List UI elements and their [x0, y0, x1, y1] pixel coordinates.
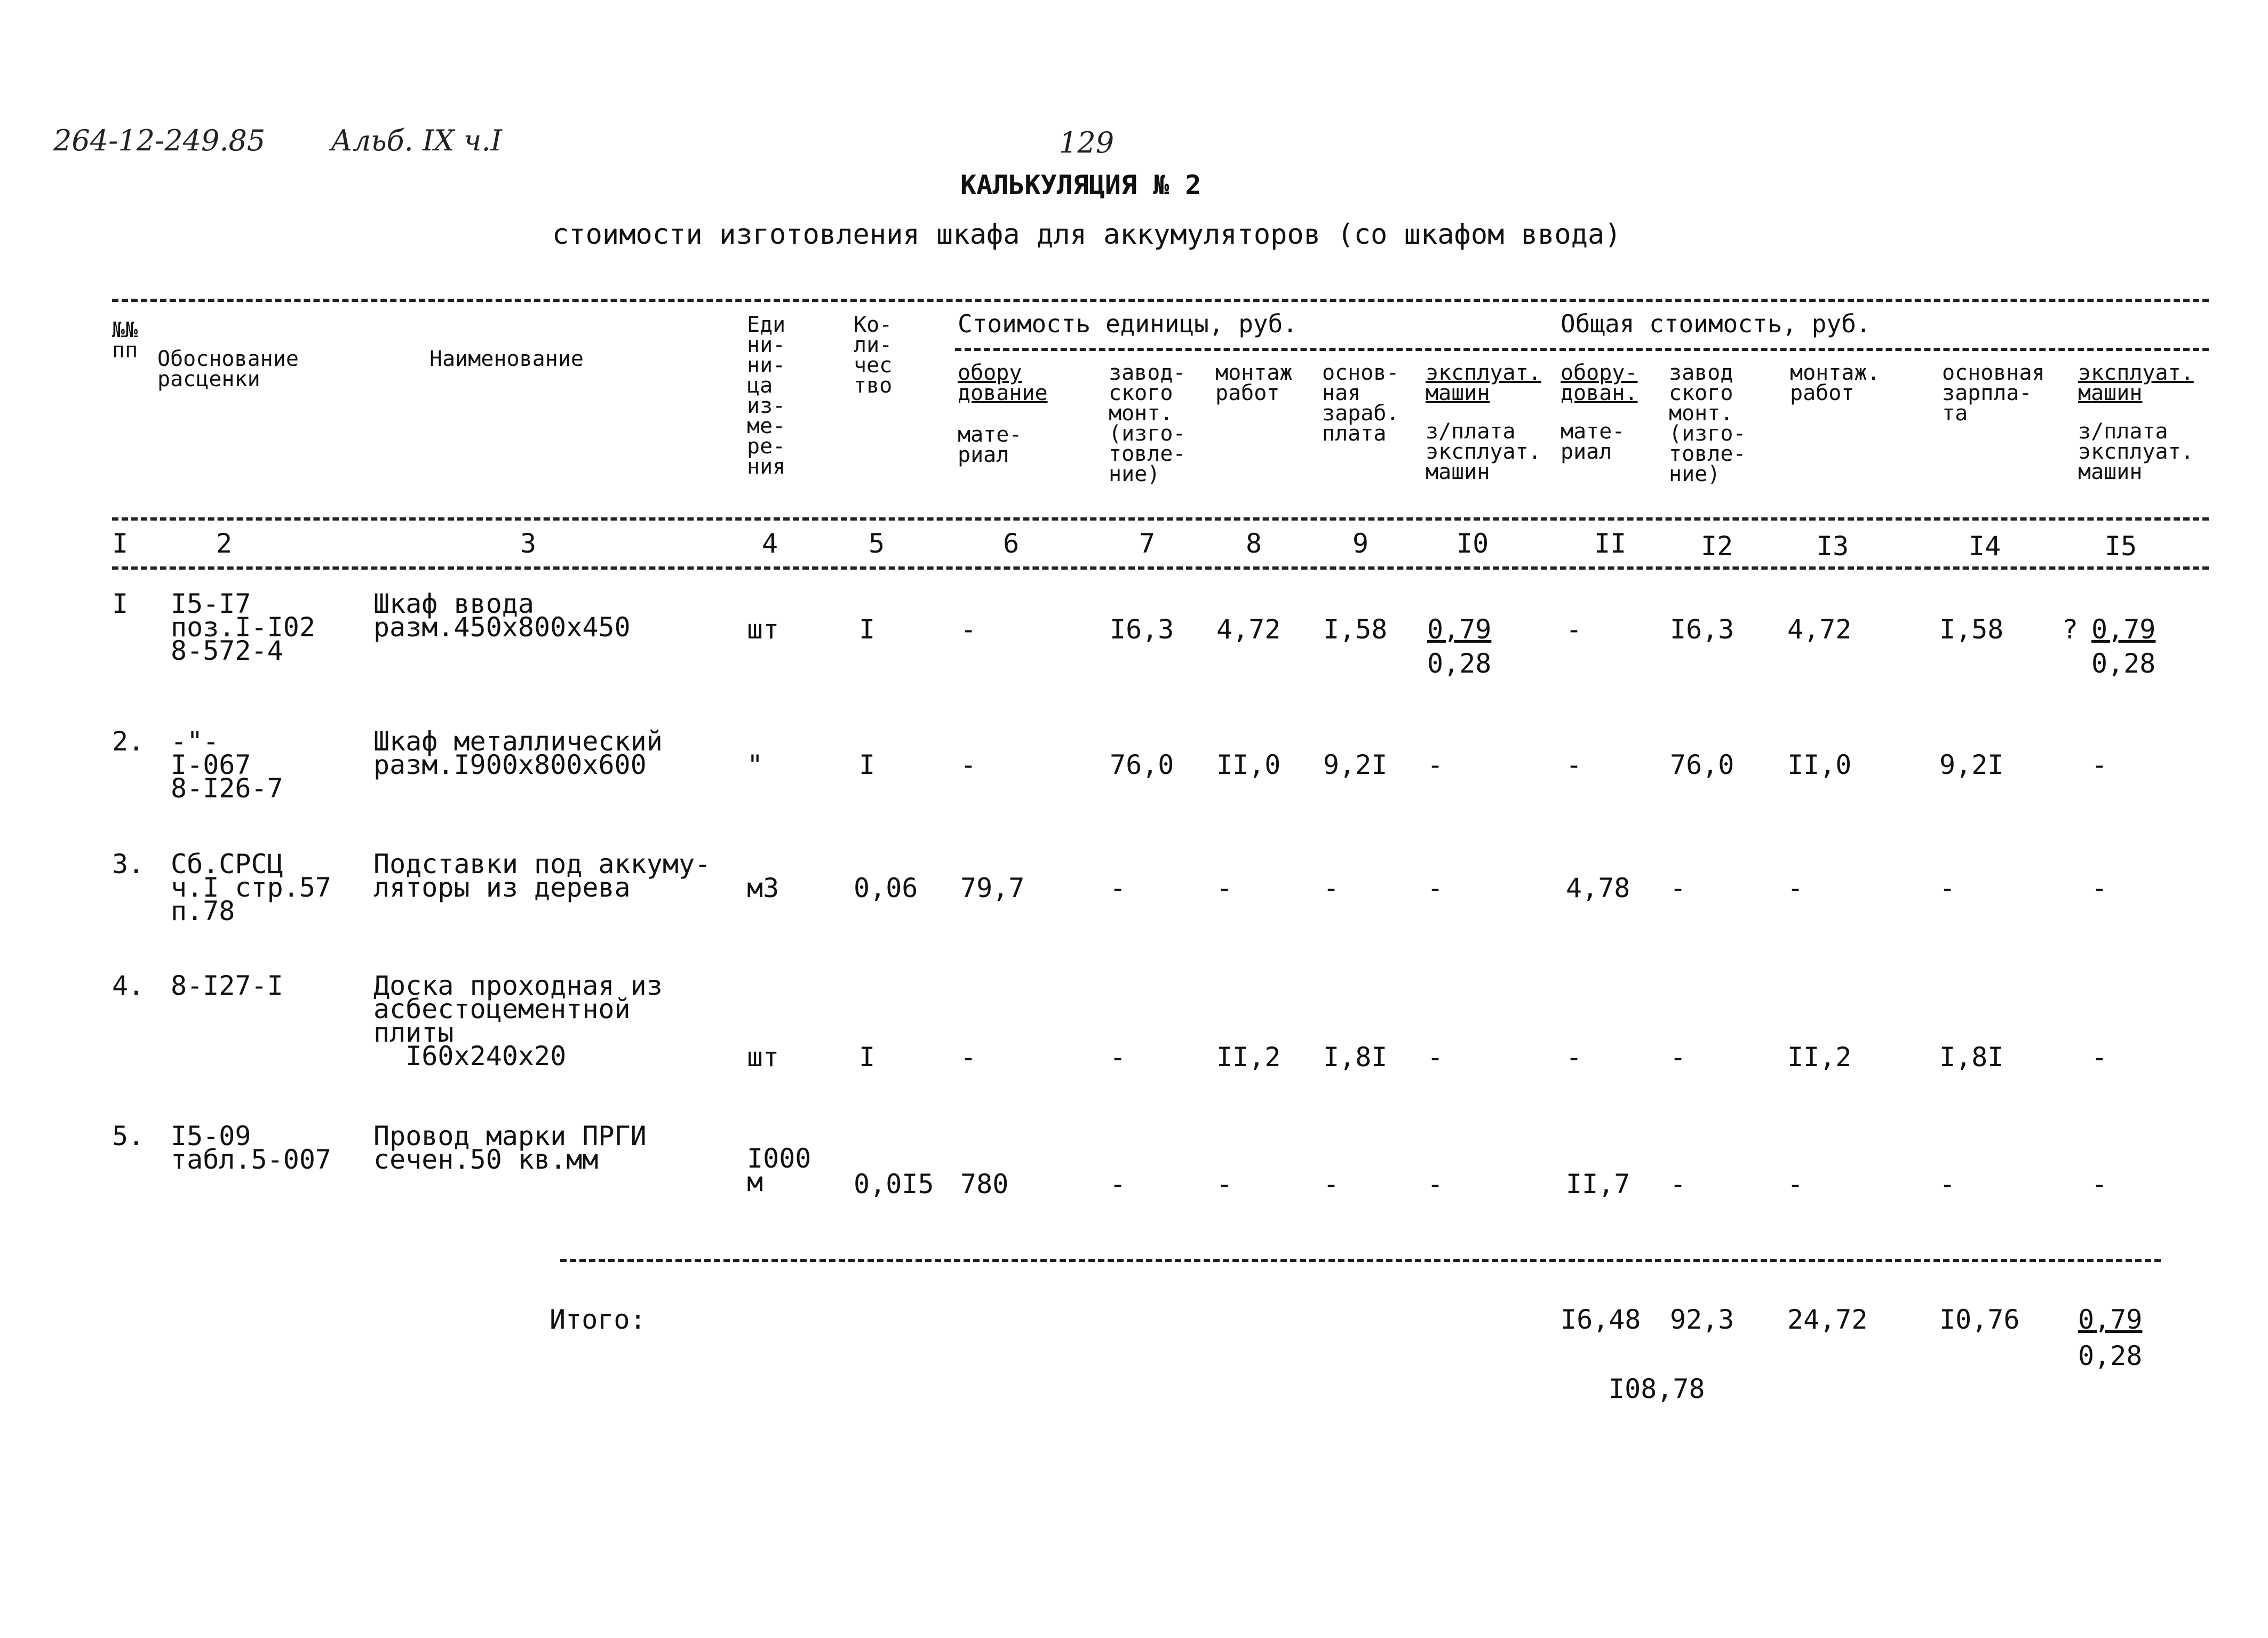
header-quantity: Ко- ли- чес тво [854, 313, 893, 398]
row-c12: - [1670, 873, 1686, 904]
row-c14: I,58 [1939, 614, 2004, 645]
row-c8: - [1216, 1169, 1233, 1200]
column-number: I2 [1701, 531, 1733, 562]
row-c11: 4,78 [1566, 873, 1630, 904]
totals-c13: 24,72 [1787, 1304, 1868, 1335]
row-c10: - [1427, 1042, 1444, 1073]
row-quantity: I [859, 614, 876, 645]
row-quantity: I [859, 1042, 876, 1073]
row-c14: I,8I [1939, 1042, 2004, 1073]
header-c7: завод- ского монт. (изго- товле- ние) [1109, 361, 1186, 486]
row-c10: 0,79 [1427, 614, 1492, 645]
row-c7: 76,0 [1110, 749, 1174, 780]
row-c15-mark: ? [2062, 614, 2079, 645]
header-c10-machines: эксплуат. машин [1426, 361, 1541, 405]
row-c15: - [2091, 873, 2108, 904]
column-number: 7 [1139, 528, 1156, 559]
totals-c15: 0,79 [2078, 1304, 2143, 1335]
row-c7: I6,3 [1110, 614, 1174, 645]
totals-c11: I6,48 [1561, 1304, 1641, 1335]
header-total-cost-group: Общая стоимость, руб. [1561, 309, 1871, 338]
header-c13: монтаж. работ [1790, 361, 1880, 405]
header-c11-equipment: обору- дован. [1561, 361, 1638, 405]
totals-c15-sub: 0,28 [2078, 1340, 2143, 1371]
row-unit: шт [747, 1042, 779, 1073]
row-c12: - [1670, 1169, 1686, 1200]
row-basis: -"- I-067 8-I26-7 [171, 726, 283, 804]
header-bottom-rule [112, 517, 2209, 521]
header-unit: Еди ни- ни- ца из- ме- ре- ния [747, 313, 786, 479]
row-c10: - [1427, 1169, 1444, 1200]
row-name: Провод марки ПРГИ сечен.50 кв.мм [373, 1121, 647, 1175]
row-name: Шкаф ввода разм.450x800x450 [373, 588, 631, 643]
row-unit: шт [747, 614, 779, 645]
header-c9: основ- ная зараб. плата [1322, 361, 1399, 446]
column-number: 4 [762, 528, 778, 559]
document-title: КАЛЬКУЛЯЦИЯ № 2 [960, 170, 1201, 201]
row-c12: I6,3 [1670, 614, 1734, 645]
column-number: 8 [1246, 528, 1262, 559]
row-c12: 76,0 [1670, 749, 1734, 780]
header-row-number: №№ пп [112, 318, 138, 363]
album-reference: Альб. IX ч.I [331, 124, 502, 157]
header-c15-machines: эксплуат. машин [2078, 361, 2194, 405]
header-group-rule [955, 348, 2209, 351]
row-number: 4. [112, 970, 145, 1001]
row-quantity: 0,06 [854, 873, 918, 904]
header-c12: завод ского монт. (изго- товле- ние) [1669, 361, 1746, 486]
row-name: Доска проходная из асбестоцементной плиты I60x240x20 [373, 970, 663, 1072]
row-number: I [112, 588, 129, 619]
row-number: 2. [112, 726, 145, 757]
row-c6: - [960, 614, 977, 645]
header-c14: основная зарпла- та [1942, 361, 2045, 426]
column-number: I3 [1817, 531, 1849, 562]
row-c9: - [1323, 873, 1340, 904]
document-subtitle: стоимости изготовления шкафа для аккумуляторов (со шкафом ввода) [552, 219, 1621, 251]
row-c15: - [2091, 1042, 2108, 1073]
row-c15: - [2091, 1169, 2108, 1200]
totals-rule [560, 1259, 2161, 1262]
row-c8: 4,72 [1216, 614, 1281, 645]
row-c15: - [2091, 749, 2108, 780]
header-c8: монтаж работ [1215, 361, 1293, 405]
row-number: 5. [112, 1121, 145, 1152]
header-unit-cost-group: Стоимость единицы, руб. [958, 309, 1298, 338]
row-c13: - [1787, 873, 1804, 904]
row-number: 3. [112, 849, 145, 880]
row-c9: - [1323, 1169, 1340, 1200]
column-number: 5 [869, 528, 885, 559]
row-c8: II,0 [1216, 749, 1281, 780]
row-c6: - [960, 749, 977, 780]
row-c13: II,2 [1787, 1042, 1852, 1073]
row-c13: II,0 [1787, 749, 1852, 780]
column-number: I0 [1457, 528, 1489, 559]
row-c11: II,7 [1566, 1169, 1630, 1200]
row-c9: I,58 [1323, 614, 1388, 645]
column-number: 2 [216, 528, 233, 559]
row-c6: 780 [960, 1169, 1009, 1200]
header-c15-wages: з/плата эксплуат. машин [2078, 419, 2194, 484]
row-name: Шкаф металлический разм.I900x800x600 [373, 726, 663, 780]
header-c10-wages: з/плата эксплуат. машин [1426, 419, 1541, 484]
header-c6-equipment: обору дование [958, 361, 1048, 405]
document-code: 264-12-249.85 [53, 124, 266, 157]
row-c7: - [1110, 873, 1126, 904]
totals-c14: I0,76 [1939, 1304, 2020, 1335]
totals-label: Итого: [550, 1304, 646, 1335]
row-unit: м3 [747, 873, 779, 904]
column-number: 3 [520, 528, 537, 559]
column-number: I5 [2105, 531, 2137, 562]
row-c11: - [1566, 749, 1582, 780]
row-quantity: I [859, 749, 876, 780]
row-c13: 4,72 [1787, 614, 1852, 645]
row-c6: - [960, 1042, 977, 1073]
header-basis: Обоснование расценки [157, 347, 299, 391]
row-c12: - [1670, 1042, 1686, 1073]
row-c15-sub: 0,28 [2091, 648, 2156, 679]
row-unit: " [747, 749, 763, 780]
column-number-rule [112, 566, 2209, 570]
row-basis: 8-I27-I [171, 970, 283, 1001]
header-c6-material: мате- риал [958, 422, 1022, 467]
row-c13: - [1787, 1169, 1804, 1200]
row-basis: I5-09 табл.5-007 [171, 1121, 332, 1175]
page-number: 129 [1059, 126, 1115, 159]
row-c9: 9,2I [1323, 749, 1388, 780]
row-c10: - [1427, 749, 1444, 780]
row-c6: 79,7 [960, 873, 1025, 904]
row-c10: - [1427, 873, 1444, 904]
totals-grand: I08,78 [1609, 1373, 1705, 1404]
totals-c12: 92,3 [1670, 1304, 1734, 1335]
row-c11: - [1566, 614, 1582, 645]
column-number: I [112, 528, 129, 559]
row-c8: - [1216, 873, 1233, 904]
row-c14: - [1939, 1169, 1956, 1200]
row-c7: - [1110, 1169, 1126, 1200]
row-quantity: 0,0I5 [854, 1169, 934, 1200]
row-basis: Сб.СРСЦ ч.I стр.57 п.78 [171, 849, 332, 926]
row-c8: II,2 [1216, 1042, 1281, 1073]
row-unit: I000 м [747, 1143, 811, 1197]
row-c14: - [1939, 873, 1956, 904]
column-number: 6 [1003, 528, 1020, 559]
row-basis: I5-I7 поз.I-I02 8-572-4 [171, 588, 315, 666]
header-name: Наименование [429, 347, 584, 371]
row-c14: 9,2I [1939, 749, 2004, 780]
row-c11: - [1566, 1042, 1582, 1073]
column-number: 9 [1352, 528, 1369, 559]
row-name: Подставки под аккуму- ляторы из дерева [373, 849, 711, 903]
row-c15: 0,79 [2091, 614, 2156, 645]
column-number: I4 [1969, 531, 2001, 562]
header-c11-material: мате- риал [1561, 419, 1625, 464]
row-c10-sub: 0,28 [1427, 648, 1492, 679]
row-c7: - [1110, 1042, 1126, 1073]
column-number: II [1594, 528, 1627, 559]
table-top-rule [112, 299, 2209, 302]
row-c9: I,8I [1323, 1042, 1388, 1073]
